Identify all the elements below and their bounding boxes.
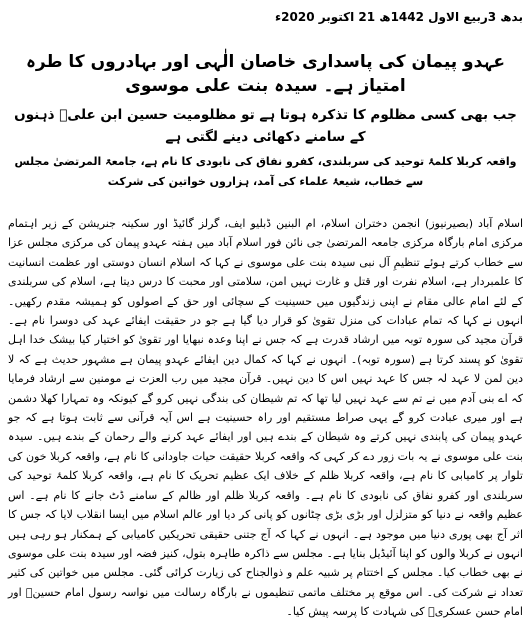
dateline: بدھ 3ربیع الاول 1442ھ 21 اکتوبر 2020ء: [275, 10, 523, 24]
headline: عہدو پیمان کی پاسداری خاصان الٰہی اور بہادروں کا طرہ امتیاز ہے۔ سیدہ بنت علی موسوی: [25, 52, 506, 96]
article-paragraph: اسلام آباد (بصیرنیوز) انجمن دختران اسلام، ام البنین ڈبلیو ایف، گرلز گائیڈ اور سکینہ جنریشن کے زیر اہتمام مرکزی امام بارگاہ مرکزی جامعہ المرتضیٰ جی نائن فور اسلام آباد میں ہفتہ عہدو پیمان کی مرکزی مجلس عزا سے خطاب کرتے ہوئے تنظیمِ آل نبی سیدہ بنت علی موسوی نے کہا کہ اسلام انسان دوستی اور عظمت انسانیت کا علمبردار ہے، اسلام نفرت اور قتل و غارت نہیں امن، سلامتی اور محبت کا درس دیتا ہے، اسلام کی سربلندی کے لئے امام عالی مقام نے اپنی زندگیوں میں حسینیت کے سچائی اور حق کے اصولوں کو ہمیشہ مقدم رکھیں۔ انہوں نے کہا کہ تمام عبادات کی منزل تقویٰ کو قرار دیا گیا ہے جو در حقیقت ایفائے عہد کی دوسرا نام ہے۔ قرآن مجید کی سورہ توبہ میں ارشاد قدرت ہے کہ جس نے اپنا وعدہ نبھایا اور تقویٰ کو اختیار کیا بیشک خدا اہل تقویٰ کو پسند کرتا ہے (سورہ توبہ)۔ انہوں نے کہا کہ کمال دین ایفائے عہدو پیمان ہے مشہور حدیث ہے کہ لا دین لمن لا عہد لہ جس کا عہد نہیں اس کا دین نہیں۔ قرآن مجید میں رب العزت نے مومنین سے ارشاد فرمایا کہ اے بنی آدم میں نے تم سے عہد نہیں لیا تھا کہ تم شیطان کی بندگی نہیں کرو گے کیونکہ وہ تمہارا کھلا دشمن ہے اور میری عبادت کرو گے یہی صراط مستقیم اور راہ حسینیت ہے اس آیہ قرآنی سے ثابت ہوتا ہے کہ جو عہدو پیمان کی پابندی نہیں کرتے وہ شیطان کے بندے ہیں اور ایفائے عہد کرنے والے رحمان کے بندے ہیں۔ سیدہ بنت علی موسوی نے یہ بات زور دے کر کہی کہ واقعہ کربلا حقیقت حیات جاودانی کا نام ہے، واقعہ کربلا خون کی تلوار پر کامیابی کا نام ہے، واقعہ کربلا ظلم کے خلاف ایک عظیم تحریک کا نام ہے، واقعہ کربلا کلمۂ توحید کی سربلندی اور کفرو نفاق کی نابودی کا نام ہے۔ واقعہ کربلا ظلم اور ظالم کے سامنے ڈٹ جانے کا نام ہے۔ اس عظیم واقعہ نے دنیا کو متزلزل اور بڑی بڑی چٹانوں کو پانی کر دیا اور عالم اسلام میں ایسا انقلاب لایا کہ جس کا اثر آج بھی پوری دنیا میں موجود ہے۔ انہوں نے کہا کہ آج جتنی حقیقی تحریکیں کامیابی کے ہمکنار ہو رہی ہیں انہوں نے کربلا والوں کو اپنا آئیڈیل بنایا ہے۔ مجلس سے ذاکرہ طاہرہ بتول، کنیز فضہ اور سیدہ بنت علی موسوی نے بھی خطاب کیا۔ مجلس کے اختتام پر شبیہ علم و ذوالجناح کی زیارت کرائی گئی۔ مجلس میں خواتین کی کثیر تعداد نے شرکت کی۔ اس موقع پر مختلف ماتمی تنظیموں نے بارگاہ رسالت میں نواسہ رسول امام حسینؑ اور امام حسن عسکریؑ کی شہادت کا پرسہ پیش کیا۔: [8, 217, 523, 619]
kicker-line: واقعہ کربلا کلمۂ توحید کی سربلندی، کفرو نفاق کی نابودی کا نام ہے، جامعۃ المرتضیٰ مجلس سے خطاب، شیعۂ علماء کی آمد، ہزاروں خواتین کی شرکت: [14, 155, 517, 188]
subheadline: جب بھی کسی مظلوم کا تذکرہ ہوتا ہے تو مظلومیت حسین ابن علیؑ ذہنوں کے سامنے دکھائی دینے لگتی ہے: [14, 107, 517, 145]
article-body: [8, 214, 523, 622]
